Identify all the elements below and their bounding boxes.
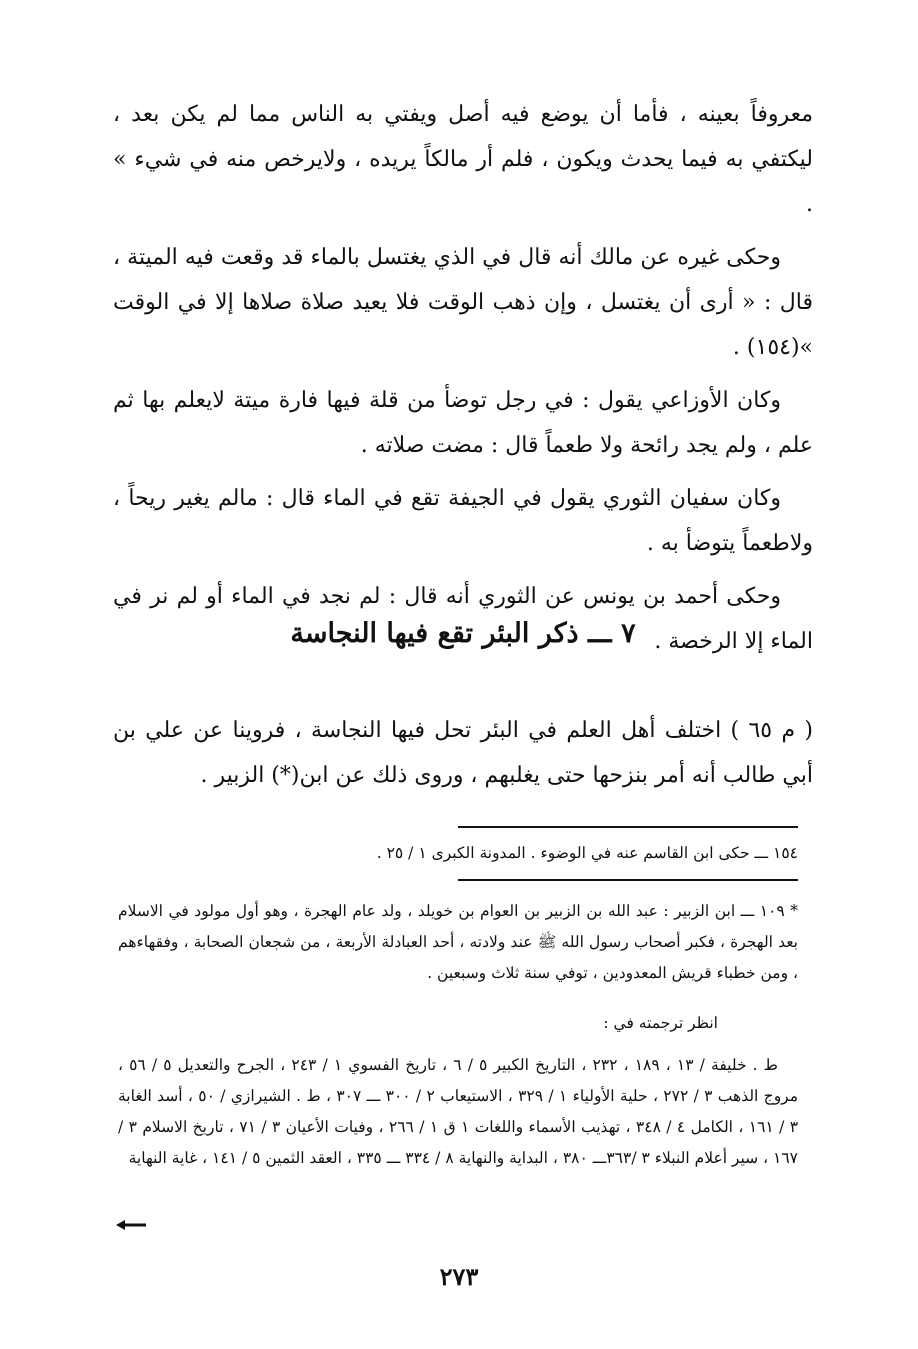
biography-divider (458, 879, 798, 881)
section-title: ٧ ـــ ذكر البئر تقع فيها النجاسة (290, 618, 636, 649)
sources-list (118, 1050, 798, 1174)
paragraph-thawri: وكان سفيان الثوري يقول في الجيفة تقع في الماء قال : مالم يغير ريحاً ، ولاطعماً يتوضأ به . (113, 486, 813, 556)
paragraph-awzai: وكان الأوزاعي يقول : في رجل توضأ من قلة فيها فارة ميتة لايعلم بها ثم علم ، ولم يجد رائحة ولا طعماً قال : مضت صلاته . (113, 388, 813, 458)
see-translation-label: انظر ترجمته في : (603, 1014, 718, 1032)
section-body (113, 708, 813, 798)
page-number: ٢٧٣ (439, 1262, 479, 1291)
biography-text: * ١٠٩ ـــ ابن الزبير : عبد الله بن الزبير بن العوام بن خويلد ، ولد عام الهجرة ، وهو أول مولود في الاسلام بعد الهجرة ، فكبر أصحاب رسول الله ﷺ عند ولادته ، أحد العبادلة الأربعة ، من شجعان الصحابة ، وفقهاءهم ، ومن خطباء قريش المعدودين ، توفي سنة ثلاث وسبعين . (118, 902, 798, 982)
footnote-divider (458, 826, 798, 828)
biography-note (118, 896, 798, 989)
arrow-left-icon (116, 1218, 146, 1232)
footnote-154: ١٥٤ ـــ حكى ابن القاسم عنه في الوضوء . المدونة الكبرى ١ / ٢٥ . (376, 844, 798, 862)
sources-text: ط . خليفة / ١٣ ، ١٨٩ ، ٢٣٢ ، التاريخ الكبير ٥ / ٦ ، تاريخ الفسوي ١ / ٢٤٣ ، الجرح والتعديل ٥ / ٥٦ ، مروج الذهب ٣ / ٢٧٢ ، حلية الأولياء ١ / ٣٢٩ ، الاستيعاب ٢ / ٣٠٠ ـــ ٣٠٧ ، ط . الشيرازي / ٥٠ ، أسد الغابة ٣ / ١٦١ ، الكامل ٤ / ٣٤٨ ، تهذيب الأسماء واللغات ١ ق ١ / ٢٦٦ ، وفيات الأعيان ٣ / ٧١ ، تاريخ الاسلام ٣ / ١٦٧ ، سير أعلام النبلاء ٣ /٣٦٣ـــ ٣٨٠ ، البداية والنهاية ٨ / ٣٣٤ ـــ ٣٣٥ ، العقد الثمين ٥ / ١٤١ ، غاية النهاية (118, 1056, 799, 1167)
paragraph-malik-ghusl: وحكى غيره عن مالك أنه قال في الذي يغتسل بالماء قد وقعت فيه الميتة ، قال : « أرى أن يغتسل ، وإن ذهب الوقت فلا يعيد صلاة صلاها إلا في الوقت »(١٥٤) . (113, 245, 813, 360)
paragraph-ahmad-ibn-yunus: وحكى أحمد بن يونس عن الثوري أنه قال : لم نجد في الماء أو لم نر في الماء إلا الرخصة . (113, 584, 813, 654)
main-text (113, 92, 813, 672)
paragraph-malik-continued: معروفاً بعينه ، فأما أن يوضع فيه أصل ويفتي به الناس مما لم يكن بعد ، ليكتفي به فيما يحدث ويكون ، فلم أر مالكاً يريده ، ولايرخص منه في شيء » . (113, 102, 813, 217)
section-paragraph: ( م ٦٥ ) اختلف أهل العلم في البئر تحل فيها النجاسة ، فروينا عن علي بن أبي طالب أنه أمر بنزحها حتى يغلبهم ، وروى ذلك عن ابن(*) الزبير . (113, 718, 813, 788)
